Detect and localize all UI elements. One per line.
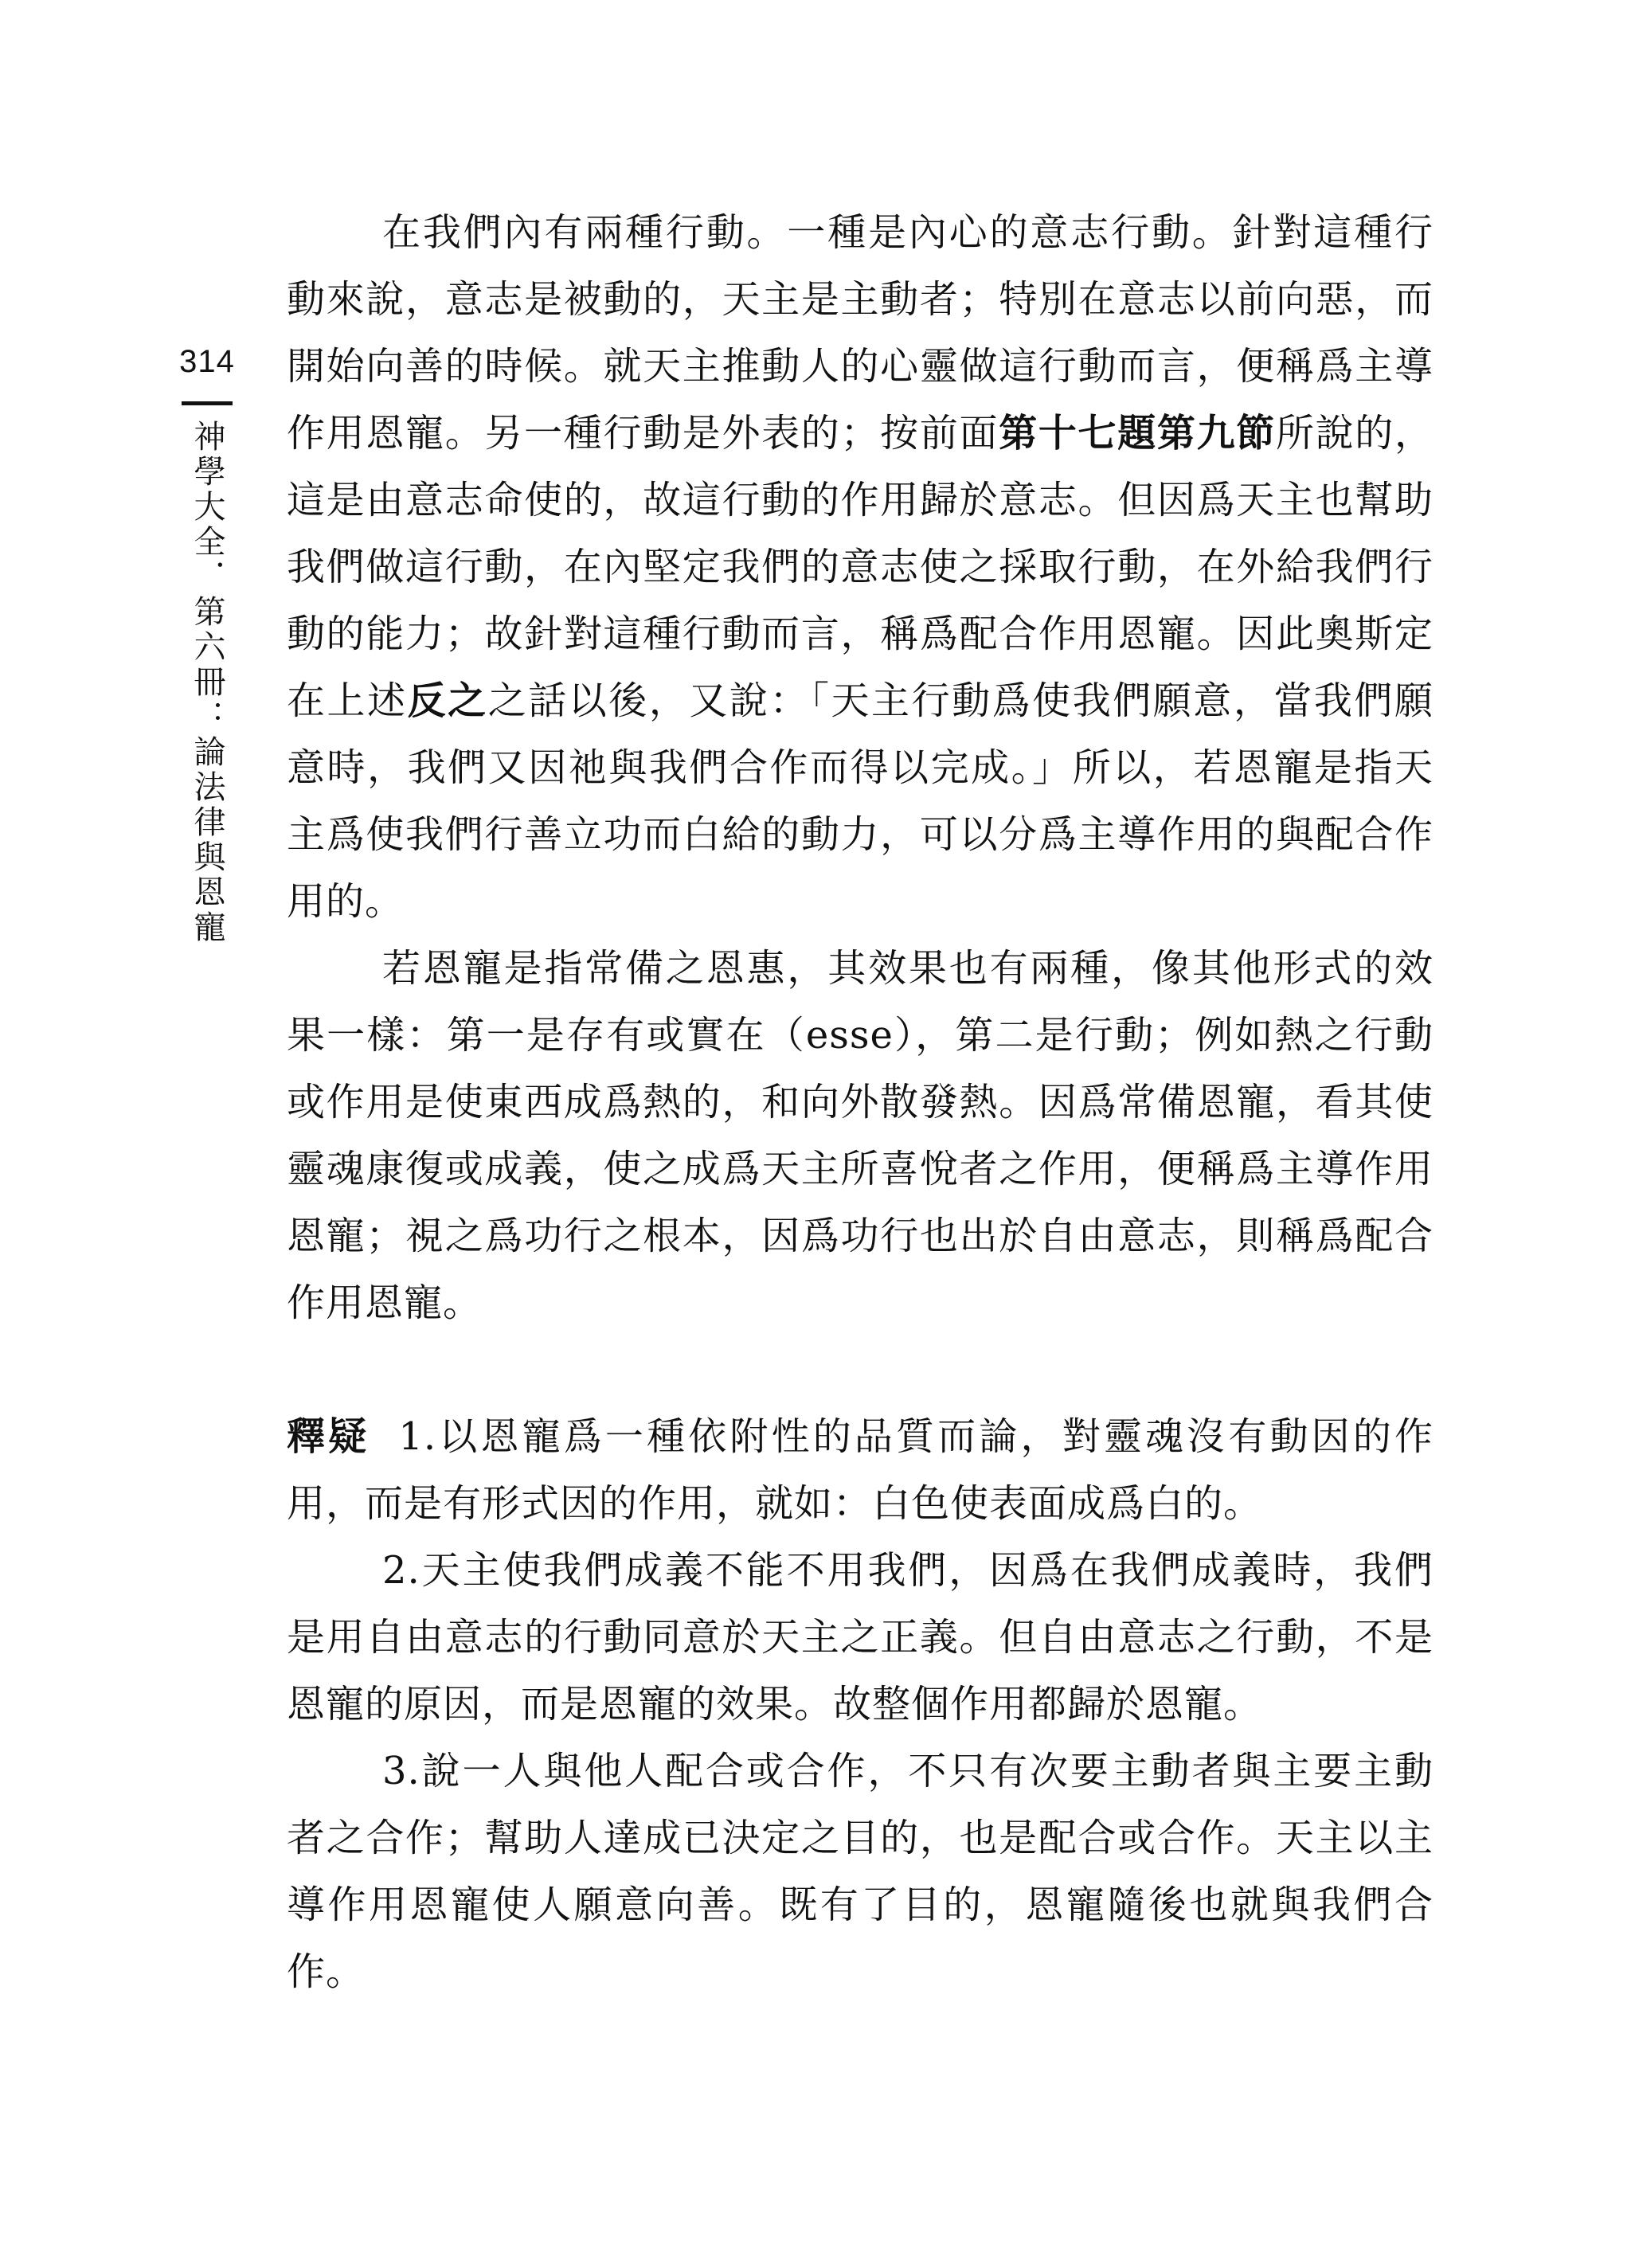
objections-section — [287, 1403, 1433, 2005]
running-title: 神學大全．第六冊：論法律與恩寵 — [189, 420, 225, 945]
bold-reference: 第十七題第九節 — [999, 411, 1276, 456]
body-text — [287, 199, 1433, 2005]
paragraph-habitual-grace: 若恩寵是指常備之恩惠，其效果也有兩種，像其他形式的效果一樣：第一是存有或實在（esse），第二是行動；例如熱之行動或作用是使東西成爲熱的，和向外散發熱。因爲常備恩寵，看其使靈魂康復或成義，使之成爲天主所喜悅者之作用，便稱爲主導作用恩寵；視之爲功行之根本，因爲功行也出於自由意志，則稱爲配合作用恩寵。 — [287, 946, 1433, 1325]
section-spacer — [287, 1336, 1433, 1403]
paragraph-text: 所說的，這是由意志命使的，故這行動的作用歸於意志。但因爲天主也幫助我們做這行動，在內堅定我們的意志使之採取行動，在外給我們行動的能力；故針對這種行動而言，稱爲配合作用恩寵。因此奧斯定在上述 — [287, 411, 1433, 723]
objection-2: 2.天主使我們成義不能不用我們，因爲在我們成義時，我們是用自由意志的行動同意於天主之正義。但自由意志之行動，不是恩寵的原因，而是恩寵的效果。故整個作用都歸於恩寵。 — [287, 1548, 1433, 1726]
paragraph-text: 在我們內有兩種行動。一種是內心的意志行動。針對這種行動來說，意志是被動的，天主是主動者；特別在意志以前向惡，而開始向善的時候。就天主推動人的心靈做這行動而言，便稱爲主導作用恩寵。另一種行動是外表的；按前面 — [287, 210, 1433, 456]
paragraph-answer — [287, 199, 1433, 935]
bold-reference: 反之 — [407, 678, 488, 723]
page-margin — [159, 342, 255, 945]
objection-1 — [287, 1403, 1433, 1537]
page-number: 314 — [179, 344, 235, 379]
objection-3: 3.說一人與他人配合或合作，不只有次要主動者與主要主動者之合作；幫助人達成已決定之目的，也是配合或合作。天主以主導作用恩寵使人願意向善。既有了目的，恩寵隨後也就與我們合作。 — [287, 1749, 1433, 1994]
margin-rule — [182, 401, 233, 405]
objection-text: 1.以恩寵爲一種依附性的品質而論，對靈魂沒有動因的作用，而是有形式因的作用，就如：白色使表面成爲白的。 — [287, 1414, 1433, 1526]
objections-label: 釋疑 — [287, 1414, 370, 1459]
paragraph-text: 之話以後，又說：「天主行動爲使我們願意，當我們願意時，我們又因祂與我們合作而得以完成。」所以，若恩寵是指天主爲使我們行善立功而白給的動力，可以分爲主導作用的與配合作用的。 — [287, 678, 1433, 924]
